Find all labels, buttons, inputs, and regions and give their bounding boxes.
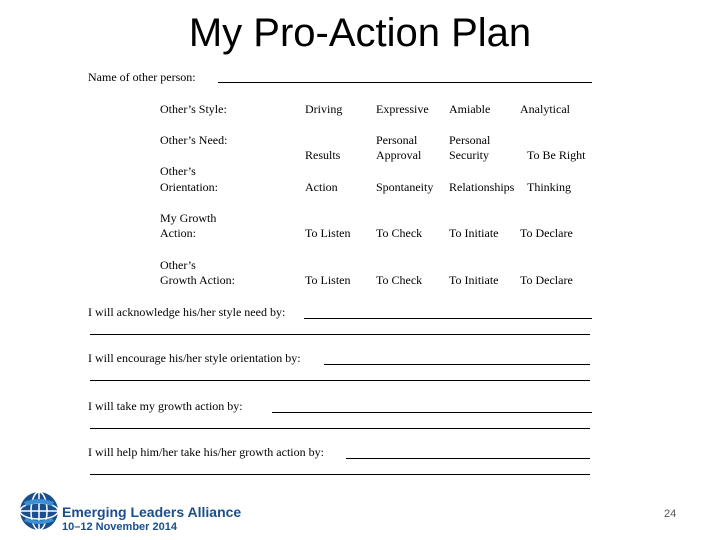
page-title: My Pro-Action Plan [188, 11, 532, 55]
style-driving: Driving [305, 102, 343, 116]
prompt-growth-line2[interactable] [90, 428, 590, 429]
prompt-help-line2[interactable] [90, 474, 590, 475]
prompt-encourage-line[interactable] [324, 364, 590, 365]
prompt-acknowledge-line2[interactable] [90, 334, 590, 335]
prompt-acknowledge-line[interactable] [304, 318, 592, 319]
globe-icon [18, 490, 60, 532]
other-growth-to-declare: To Declare [520, 273, 573, 287]
orientation-relationships: Relationships [449, 180, 515, 194]
need-personal-approval-line2: Approval [376, 148, 422, 162]
prompt-acknowledge: I will acknowledge his/her style need by: [88, 305, 286, 319]
my-growth-to-initiate: To Initiate [449, 226, 499, 240]
other-growth-to-check: To Check [376, 273, 423, 287]
other-growth-to-initiate: To Initiate [449, 273, 499, 287]
prompt-encourage: I will encourage his/her style orientation by: [88, 351, 301, 365]
logo-dates: 10–12 November 2014 [62, 521, 177, 533]
prompt-growth-line[interactable] [272, 412, 592, 413]
need-results: Results [305, 148, 341, 162]
row-orientation-label-line2: Orientation: [160, 180, 218, 194]
need-personal-approval-line1: Personal [376, 133, 418, 147]
other-growth-to-listen: To Listen [305, 273, 351, 287]
need-to-be-right: To Be Right [527, 148, 586, 162]
style-expressive: Expressive [376, 102, 429, 116]
name-field-line[interactable] [218, 82, 592, 83]
style-amiable: Amiable [449, 102, 491, 116]
prompt-help: I will help him/her take his/her growth action by: [88, 445, 324, 459]
my-growth-to-declare: To Declare [520, 226, 573, 240]
my-growth-to-listen: To Listen [305, 226, 351, 240]
need-personal-security-line1: Personal [449, 133, 491, 147]
row-other-growth-label-line1: Other’s [160, 258, 196, 272]
prompt-encourage-line2[interactable] [90, 380, 590, 381]
orientation-thinking: Thinking [527, 180, 571, 194]
style-analytical: Analytical [520, 102, 570, 116]
need-personal-security-line2: Security [449, 148, 489, 162]
page-number: 24 [664, 508, 677, 520]
logo-name: Emerging Leaders Alliance [62, 504, 242, 520]
row-other-growth-label-line2: Growth Action: [160, 273, 235, 287]
prompt-help-line[interactable] [346, 458, 590, 459]
row-my-growth-label-line2: Action: [160, 226, 196, 240]
row-my-growth-label-line1: My Growth [160, 211, 217, 225]
my-growth-to-check: To Check [376, 226, 423, 240]
prompt-growth: I will take my growth action by: [88, 399, 243, 413]
orientation-action: Action [305, 180, 338, 194]
name-label: Name of other person: [88, 70, 196, 84]
row-style-label: Other’s Style: [160, 102, 227, 116]
orientation-spontaneity: Spontaneity [376, 180, 434, 194]
row-orientation-label-line1: Other’s [160, 164, 196, 178]
row-need-label: Other’s Need: [160, 133, 228, 147]
